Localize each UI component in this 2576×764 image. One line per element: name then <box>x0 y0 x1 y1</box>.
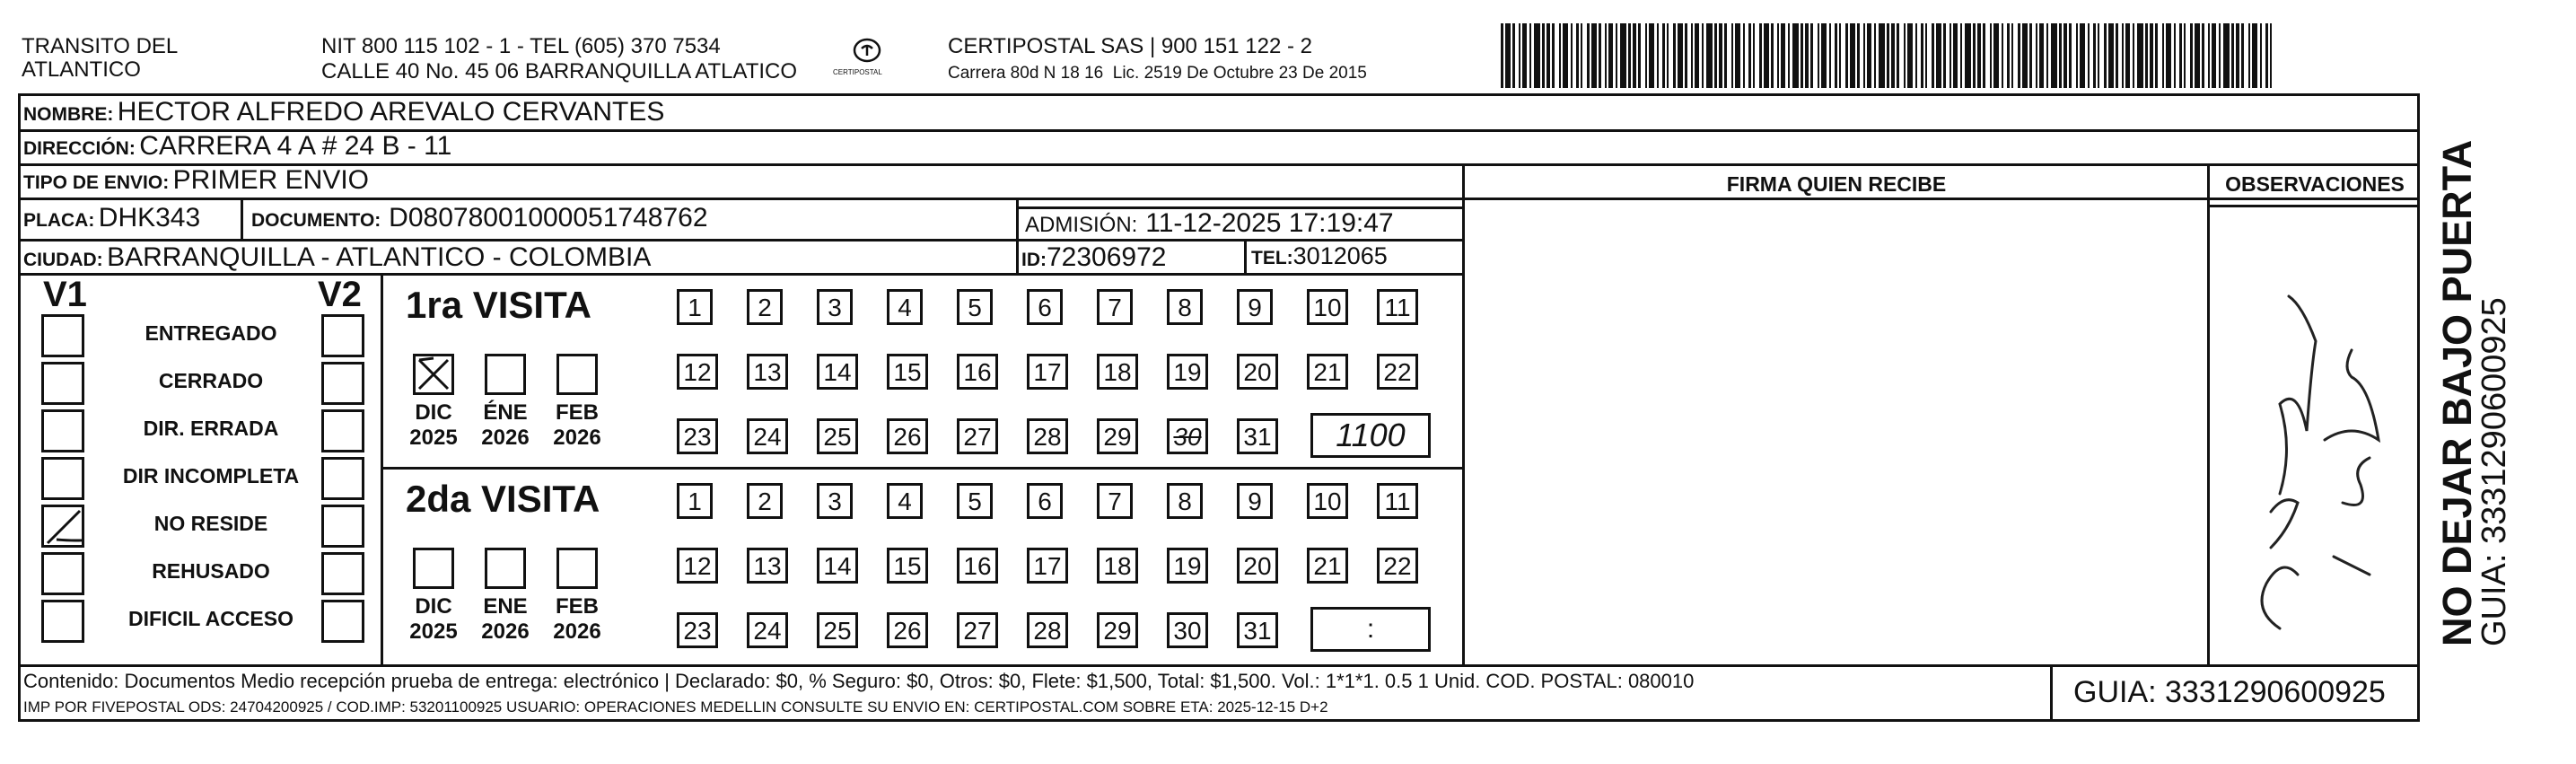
day-box-28[interactable]: 28 <box>1027 418 1068 454</box>
month-checkbox[interactable] <box>413 548 454 589</box>
day-box-9[interactable]: 9 <box>1237 483 1273 519</box>
v1-checkbox[interactable] <box>41 457 84 500</box>
status-label: DIR INCOMPLETA <box>122 464 300 487</box>
month-year: 2025 <box>409 426 458 450</box>
v2-header: V2 <box>318 275 362 314</box>
month-label: FEB <box>556 400 599 425</box>
day-box-4[interactable]: 4 <box>887 289 923 325</box>
month-checkbox[interactable] <box>485 548 526 589</box>
day-box-18[interactable]: 18 <box>1097 548 1138 584</box>
visit2-title: 2da VISITA <box>406 478 600 520</box>
certipostal-logo-icon <box>849 38 885 66</box>
status-label: REHUSADO <box>152 559 270 583</box>
id-value: 72306972 <box>1047 242 1167 272</box>
id-label: ID: <box>1021 250 1047 270</box>
v2-checkbox[interactable] <box>321 314 364 357</box>
observations-handwriting <box>2217 287 2405 646</box>
day-box-20[interactable]: 20 <box>1237 354 1278 390</box>
type-field <box>23 165 369 196</box>
signature-header: FIRMA QUIEN RECIBE <box>1726 172 1947 196</box>
day-box-5[interactable]: 5 <box>957 483 993 519</box>
sender-address: CALLE 40 No. 45 06 BARRANQUILLA ATLATICO <box>321 59 798 83</box>
type-label: TIPO DE ENVIO: <box>23 172 170 193</box>
visit2-time-box[interactable]: : <box>1310 607 1431 652</box>
footer-guia: GUIA: 3331290600925 <box>2073 675 2386 709</box>
company-license: Carrera 80d N 18 16 Lic. 2519 De Octubre 23 De 2015 <box>948 64 1367 83</box>
day-box-8[interactable]: 8 <box>1167 483 1203 519</box>
month-checkbox[interactable] <box>413 354 454 395</box>
city-field <box>23 242 651 273</box>
day-box-2[interactable]: 2 <box>747 483 783 519</box>
day-box-30[interactable]: 30 <box>1167 612 1208 648</box>
month-label: ÉNE <box>483 400 528 425</box>
month-label: DIC <box>415 400 452 425</box>
day-box-21[interactable]: 21 <box>1307 548 1348 584</box>
day-box-21[interactable]: 21 <box>1307 354 1348 390</box>
status-label: DIR. ERRADA <box>143 417 279 440</box>
v1-checkbox[interactable] <box>41 362 84 405</box>
v1-checkbox[interactable] <box>41 600 84 643</box>
day-box-27[interactable]: 27 <box>957 418 998 454</box>
v1-checkbox[interactable] <box>41 314 84 357</box>
day-box-19[interactable]: 19 <box>1167 354 1208 390</box>
day-box-24[interactable]: 24 <box>747 612 788 648</box>
v2-checkbox[interactable] <box>321 457 364 500</box>
city-value: BARRANQUILLA - ATLANTICO - COLOMBIA <box>107 242 652 272</box>
day-box-10[interactable]: 10 <box>1307 289 1348 325</box>
sender-nit: NIT 800 115 102 - 1 - TEL (605) 370 7534 <box>321 34 721 58</box>
day-box-20[interactable]: 20 <box>1237 548 1278 584</box>
month-label: DIC <box>415 594 452 619</box>
day-box-25[interactable]: 25 <box>817 418 858 454</box>
address-field <box>23 131 451 162</box>
recipient-address: CARRERA 4 A # 24 B - 11 <box>139 131 452 161</box>
footer-print-info: IMP POR FIVEPOSTAL ODS: 24704200925 / COD.IMP: 53201100925 USUARIO: OPERACIONES MEDELLIN CONSULTE SU ENVIO EN: CERTIPOSTAL.COM SOBRE ETA: 2025-12-15 D+2 <box>23 698 1328 716</box>
v2-checkbox[interactable] <box>321 409 364 452</box>
document-field <box>251 203 708 233</box>
status-label: ENTREGADO <box>145 321 277 345</box>
month-label: FEB <box>556 594 599 619</box>
month-checkbox[interactable] <box>556 548 598 589</box>
day-box-4[interactable]: 4 <box>887 483 923 519</box>
tel-label: TEL: <box>1251 248 1293 268</box>
day-box-7[interactable]: 7 <box>1097 483 1133 519</box>
month-year: 2026 <box>553 619 601 644</box>
day-box-22[interactable]: 22 <box>1377 548 1418 584</box>
v1-header: V1 <box>43 275 87 314</box>
day-box-18[interactable]: 18 <box>1097 354 1138 390</box>
day-box-10[interactable]: 10 <box>1307 483 1348 519</box>
day-box-11[interactable]: 11 <box>1377 289 1418 325</box>
shipment-type: PRIMER ENVIO <box>172 165 370 195</box>
v2-checkbox[interactable] <box>321 552 364 595</box>
document-value: D08078001000051748762 <box>389 203 708 233</box>
day-box-27[interactable]: 27 <box>957 612 998 648</box>
day-box-26[interactable]: 26 <box>887 612 928 648</box>
day-box-14[interactable]: 14 <box>817 354 858 390</box>
v1-checkbox[interactable] <box>41 409 84 452</box>
day-box-6[interactable]: 6 <box>1027 289 1063 325</box>
tel-field <box>1251 242 1388 270</box>
day-box-23[interactable]: 23 <box>677 418 718 454</box>
plate-value: DHK343 <box>98 203 201 233</box>
day-box-22[interactable]: 22 <box>1377 354 1418 390</box>
month-check-x-icon <box>416 356 451 392</box>
status-label: DIFICIL ACCESO <box>127 607 294 630</box>
day-box-24[interactable]: 24 <box>747 418 788 454</box>
day-box-16[interactable]: 16 <box>957 354 998 390</box>
day-box-31[interactable]: 31 <box>1237 612 1278 648</box>
day-box-9[interactable]: 9 <box>1237 289 1273 325</box>
observations-header: OBSERVACIONES <box>2225 172 2405 196</box>
day-box-16[interactable]: 16 <box>957 548 998 584</box>
day-box-1[interactable]: 1 <box>677 289 713 325</box>
day-box-23[interactable]: 23 <box>677 612 718 648</box>
day-box-29[interactable]: 29 <box>1097 612 1138 648</box>
day-box-3[interactable]: 3 <box>817 289 853 325</box>
day-box-11[interactable]: 11 <box>1377 483 1418 519</box>
plate-label: PLACA: <box>23 210 95 231</box>
v2-checkbox[interactable] <box>321 505 364 548</box>
company-name: CERTIPOSTAL SAS | 900 151 122 - 2 <box>948 34 1312 58</box>
day-box-25[interactable]: 25 <box>817 612 858 648</box>
v2-checkbox[interactable] <box>321 362 364 405</box>
status-label: CERRADO <box>158 369 264 392</box>
day-box-12[interactable]: 12 <box>677 354 718 390</box>
day-box-17[interactable]: 17 <box>1027 354 1068 390</box>
month-year: 2026 <box>553 426 601 450</box>
side-guia: GUIA: 3331290600925 <box>2475 297 2513 646</box>
day-box-19[interactable]: 19 <box>1167 548 1208 584</box>
recipient-name: HECTOR ALFREDO AREVALO CERVANTES <box>117 97 665 127</box>
month-year: 2025 <box>409 619 458 644</box>
footer-content: Contenido: Documentos Medio recepción prueba de entrega: electrónico | Declarado: $0, % Seguro: $0, Otros: $0, Flete: $1,500, Total: $1,500. Vol.: 1*1*1. 0.5 1 Unid. COD. POSTAL: 080010 <box>23 670 1695 692</box>
day-box-26[interactable]: 26 <box>887 418 928 454</box>
day-box-31[interactable]: 31 <box>1237 418 1278 454</box>
month-year: 2026 <box>481 619 530 644</box>
visit1-time-box[interactable]: 1100 <box>1310 413 1431 458</box>
day-box-30[interactable]: 30 <box>1167 418 1208 454</box>
month-checkbox[interactable] <box>485 354 526 395</box>
day-box-28[interactable]: 28 <box>1027 612 1068 648</box>
logo-text: CERTIPOSTAL <box>833 68 882 76</box>
city-label: CIUDAD: <box>23 250 103 270</box>
month-label: ENE <box>483 594 528 619</box>
sender-name-line1: TRANSITO DEL <box>22 34 179 58</box>
day-box-17[interactable]: 17 <box>1027 548 1068 584</box>
name-field <box>23 97 664 127</box>
side-warning: NO DEJAR BAJO PUERTA <box>2434 139 2480 646</box>
barcode <box>1501 23 2276 88</box>
document-label: DOCUMENTO: <box>251 210 381 231</box>
day-box-6[interactable]: 6 <box>1027 483 1063 519</box>
day-box-13[interactable]: 13 <box>747 354 788 390</box>
visit1-title: 1ra VISITA <box>406 284 591 326</box>
admission-value: 11-12-2025 17:19:47 <box>1145 208 1394 238</box>
day-box-12[interactable]: 12 <box>677 548 718 584</box>
v1-checkbox[interactable] <box>41 552 84 595</box>
day-box-2[interactable]: 2 <box>747 289 783 325</box>
day-box-15[interactable]: 15 <box>887 354 928 390</box>
day-box-8[interactable]: 8 <box>1167 289 1203 325</box>
month-year: 2026 <box>481 426 530 450</box>
admission-label: ADMISIÓN: <box>1025 213 1138 237</box>
day-box-29[interactable]: 29 <box>1097 418 1138 454</box>
status-label: NO RESIDE <box>153 512 268 535</box>
day-box-1[interactable]: 1 <box>677 483 713 519</box>
day-box-3[interactable]: 3 <box>817 483 853 519</box>
day-box-15[interactable]: 15 <box>887 548 928 584</box>
sender-name-line2: ATLANTICO <box>22 57 141 82</box>
admission-field <box>1025 208 1394 239</box>
v1-check-mark-icon <box>44 507 82 545</box>
day-box-7[interactable]: 7 <box>1097 289 1133 325</box>
plate-field <box>23 203 200 233</box>
day-box-5[interactable]: 5 <box>957 289 993 325</box>
day-box-14[interactable]: 14 <box>817 548 858 584</box>
tel-value: 3012065 <box>1292 242 1388 269</box>
id-field <box>1021 242 1166 273</box>
name-label: NOMBRE: <box>23 104 114 125</box>
month-checkbox[interactable] <box>556 354 598 395</box>
v1-checkbox[interactable] <box>41 505 84 548</box>
day-box-13[interactable]: 13 <box>747 548 788 584</box>
address-label: DIRECCIÓN: <box>23 138 136 159</box>
v2-checkbox[interactable] <box>321 600 364 643</box>
